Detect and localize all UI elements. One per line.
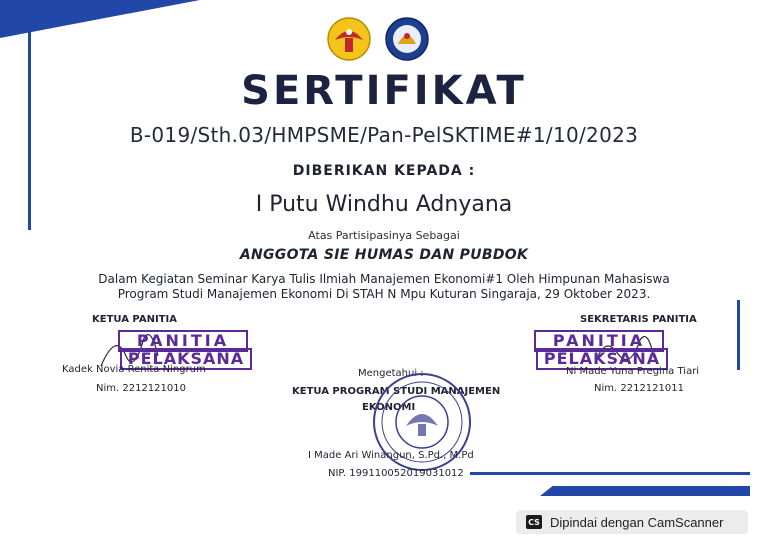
camscanner-text: Dipindai dengan CamScanner xyxy=(550,514,724,530)
right-stamp-line-1: PANITIA xyxy=(534,330,664,352)
center-signer-position-1: KETUA PROGRAM STUDI MANAJEMEN xyxy=(292,386,501,397)
right-signer-nim: Nim. 2212121011 xyxy=(594,383,684,394)
participant-role: ANGGOTA SIE HUMAS DAN PUBDOK xyxy=(239,247,529,263)
university-logo-icon xyxy=(326,16,372,62)
logos xyxy=(326,16,446,62)
left-stamp-line-2: PELAKSANA xyxy=(120,348,252,370)
bottom-border-line xyxy=(470,472,750,475)
event-description xyxy=(0,272,768,302)
hmps-logo-icon xyxy=(384,16,430,62)
camscanner-badge xyxy=(516,510,748,534)
description-line-2: Program Studi Manajemen Ekonomi Di STAH N Mpu Kuturan Singaraja, 29 Oktober 2023. xyxy=(117,287,651,301)
left-signer-position: KETUA PANITIA xyxy=(92,314,177,325)
right-signer-position: SEKRETARIS PANITIA xyxy=(580,314,697,325)
camscanner-icon: CS xyxy=(526,515,542,529)
center-signer-nip: NIP. 199110052019031012 xyxy=(328,468,464,479)
left-stamp-line-1: PANITIA xyxy=(118,330,248,352)
right-border-line xyxy=(737,300,740,370)
left-signer-name: Kadek Novia Renita Ningrum xyxy=(62,364,206,375)
center-signer-position-2: EKONOMI xyxy=(362,402,416,413)
center-signer-name: I Made Ari Winangun, S.Pd., M.Pd xyxy=(308,450,474,461)
recipient-name: I Putu Windhu Adnyana xyxy=(255,192,513,217)
certificate-number: B-019/Sth.03/HMPSME/Pan-PelSKTIME#1/10/2023 xyxy=(129,123,639,147)
certificate-title: SERTIFIKAT xyxy=(241,68,527,114)
right-signer-name: Ni Made Yuna Pregina Tiari xyxy=(566,366,700,377)
participation-label: Atas Partisipasinya Sebagai xyxy=(308,229,460,242)
given-to-label: DIBERIKAN KEPADA : xyxy=(292,163,476,179)
left-signer-nim: Nim. 2212121010 xyxy=(96,383,186,394)
corner-decoration-bottom-right xyxy=(540,486,750,496)
right-stamp-line-2: PELAKSANA xyxy=(536,348,668,370)
acknowledged-label: Mengetahui : xyxy=(358,368,424,379)
description-line-1: Dalam Kegiatan Seminar Karya Tulis Ilmiah Manajemen Ekonomi#1 Oleh Himpunan Mahasiswa xyxy=(98,272,670,286)
